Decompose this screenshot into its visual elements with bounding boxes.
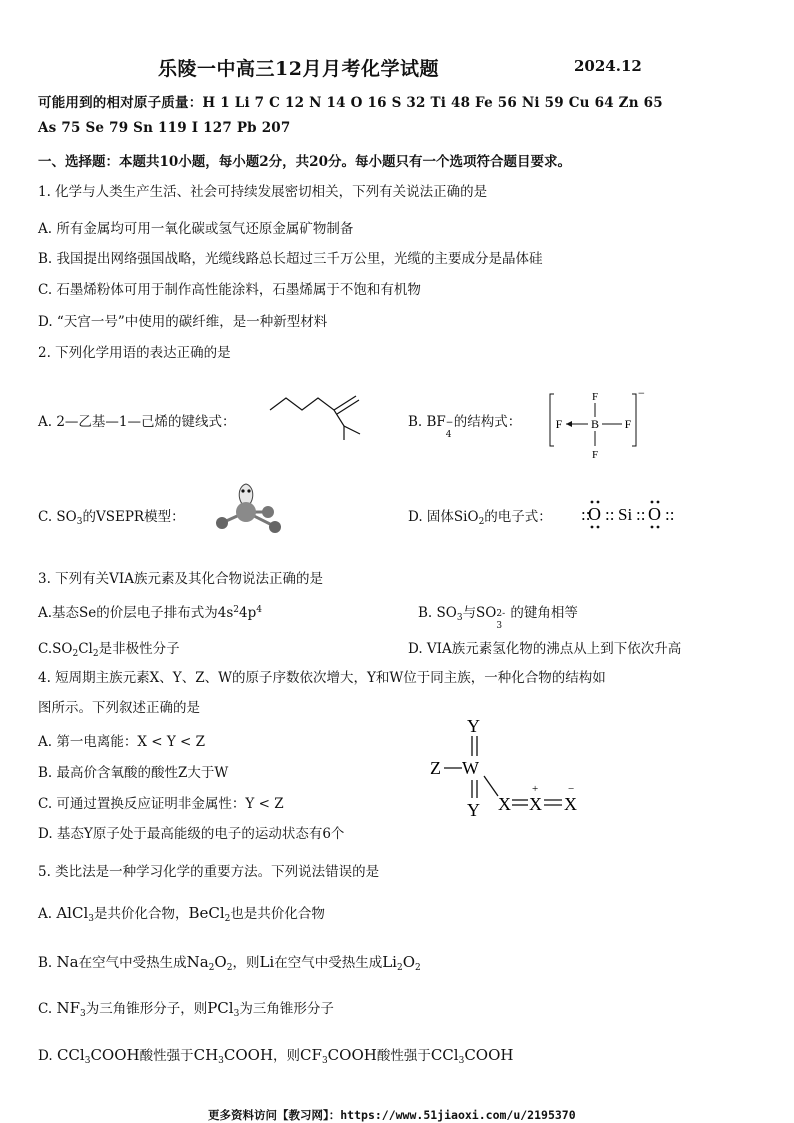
q5-d-text3: 酸性强于 xyxy=(376,1048,431,1064)
q5-b-text2: ，则 xyxy=(232,955,260,971)
fig-z: Z xyxy=(430,758,441,778)
q4-option-b: B. 最高价含氧酸的酸性Z大于W xyxy=(38,765,229,781)
q2-d-text: 的电子式： xyxy=(484,509,552,525)
q3-c-text: 是非极性分子 xyxy=(98,641,180,657)
q3-option-a xyxy=(38,601,262,621)
q5-d-text2: ，则 xyxy=(273,1048,301,1064)
q5-d-sub1: 3 xyxy=(84,1056,91,1066)
q3-option-b xyxy=(418,601,578,631)
sio2-pair-1: :: xyxy=(605,505,615,524)
bf4-f-right: F xyxy=(624,417,632,431)
q5-stem: 5. 类比法是一种学习化学的重要方法。下列说法错误的是 xyxy=(38,864,380,880)
q5-a-text1: 是共价化合物， xyxy=(93,906,189,922)
q5-c-text2: 为三角锥形分子 xyxy=(239,1001,334,1017)
q2-stem: 2. 下列化学用语的表达正确的是 xyxy=(38,345,231,361)
q5-c-sub2: 3 xyxy=(233,1009,240,1019)
q5-d-sub3: 3 xyxy=(321,1056,328,1066)
q3-a-p-exp: 4 xyxy=(256,605,262,615)
q2-option-c xyxy=(38,505,185,527)
q3-c-sub2: 2 xyxy=(92,649,99,659)
q5-d-ch: CH xyxy=(193,1046,219,1064)
q2-option-d xyxy=(408,505,552,527)
q5-c-nf: NF xyxy=(56,999,80,1017)
q4-stem-line2: 图所示。下列叙述正确的是 xyxy=(38,700,200,716)
exam-date: 2024.12 xyxy=(574,57,642,75)
q5-b-sub2: 2 xyxy=(226,963,233,973)
bf4-f-bottom: F xyxy=(591,449,599,460)
q5-d-sub2: 3 xyxy=(218,1056,224,1066)
q5-a-alcl: AlCl xyxy=(56,904,89,922)
q5-d-cooh1: COOH xyxy=(90,1046,140,1064)
bf4-f-left: F xyxy=(555,417,563,431)
atomic-masses-line2: As 75 Se 79 Sn 119 I 127 Pb 207 xyxy=(38,120,291,136)
bf4-charge: − xyxy=(638,388,645,400)
q5-b-na2o2: Na xyxy=(186,953,209,971)
q3-c-sub1: 2 xyxy=(72,649,79,659)
q5-option-b xyxy=(38,951,421,973)
sio2-pair-left: :: xyxy=(581,505,591,524)
footer-link[interactable]: 更多资料访问【教习网】：https://www.51jiaoxi.com/u/2195370 xyxy=(208,1108,576,1122)
sio2-o-left: O xyxy=(588,504,601,524)
q1-option-c: C. 石墨烯粉体可用于制作高性能涂料，石墨烯属于不饱和有机物 xyxy=(38,282,421,298)
q5-a-text2: 也是共价化合物 xyxy=(230,906,325,922)
q2-b-formula: B. BF xyxy=(408,414,446,430)
fig-w: W xyxy=(462,758,479,778)
sio2-pair-right: :: xyxy=(665,505,675,524)
q3-option-c xyxy=(38,637,180,659)
sio2-o-right: O xyxy=(648,504,661,524)
sio2-pair-2: :: xyxy=(636,505,646,524)
q3-a-text: A.基态Se的价层电子排布式为4s xyxy=(38,605,234,621)
q3-b-formula2: 与SO xyxy=(462,605,497,621)
q4-option-d: D. 基态Y原子处于最高能级的电子的运动状态有6个 xyxy=(38,826,345,842)
fig-minus: − xyxy=(568,783,575,795)
q5-b-li: Li xyxy=(259,953,275,971)
q2-c-formula: C. SO xyxy=(38,509,77,525)
q5-d-ccl: CCl xyxy=(56,1046,85,1064)
q3-b-sub2: 3 xyxy=(496,621,503,631)
q5-b-label: B. xyxy=(38,955,57,971)
q5-d-ccl2: CCl xyxy=(430,1046,459,1064)
q5-d-label: D. xyxy=(38,1048,57,1064)
bf4-f-top: F xyxy=(591,391,599,403)
q2-c-subscript: 3 xyxy=(76,517,83,527)
sio2-electron-formula xyxy=(578,497,684,531)
q4-structure-figure xyxy=(424,712,604,824)
q1-option-d: D. “天宫一号”中使用的碳纤维，是一种新型材料 xyxy=(38,314,328,330)
q4-option-c: C. 可通过置换反应证明非金属性：Y < Z xyxy=(38,796,284,812)
q3-option-d: D. VIA族元素氢化物的沸点从上到下依次升高 xyxy=(408,641,682,657)
skeletal-formula-2-ethyl-1-hexene xyxy=(268,388,364,442)
bf4-b-center: B xyxy=(590,417,600,431)
q5-b-sub4: 2 xyxy=(415,963,421,973)
q3-b-formula1: B. SO xyxy=(418,605,457,621)
q3-stem: 3. 下列有关VIA族元素及其化合物说法正确的是 xyxy=(38,571,324,587)
q5-option-a xyxy=(38,902,325,924)
section-heading: 一、选择题：本题共10小题，每小题2分，共20分。每小题只有一个选项符合题目要求。 xyxy=(38,154,571,170)
q1-option-a: A. 所有金属均可用一氧化碳或氢气还原金属矿物制备 xyxy=(38,221,354,237)
q5-d-text1: 酸性强于 xyxy=(139,1048,194,1064)
q2-b-charge: − xyxy=(445,418,454,428)
q5-d-cf: CF xyxy=(300,1046,322,1064)
fig-y-top: Y xyxy=(467,716,480,736)
q3-a-p: 4p xyxy=(239,605,257,621)
q2-d-formula: D. 固体SiO xyxy=(408,509,479,525)
q5-c-label: C. xyxy=(38,1001,57,1017)
q5-b-sub1: 2 xyxy=(208,963,215,973)
q5-d-sub4: 3 xyxy=(458,1056,465,1066)
q4-stem-line1: 4. 短周期主族元素X、Y、Z、W的原子序数依次增大，Y和W位于同主族，一种化合物的结构如 xyxy=(38,670,606,686)
q2-b-text: 的结构式： xyxy=(453,414,522,430)
q3-b-text: 的键角相等 xyxy=(510,605,578,621)
fig-x-right: X xyxy=(564,794,577,814)
q5-d-cooh2: COOH xyxy=(223,1046,274,1064)
so3-vsepr-model xyxy=(208,478,288,540)
q5-a-label: A. xyxy=(38,906,57,922)
q5-a-sub: 3 xyxy=(88,914,94,924)
q5-b-text1: 在空气中受热生成 xyxy=(78,955,187,971)
atomic-masses-line1: 可能用到的相对原子质量：H 1 Li 7 C 12 N 14 O 16 S 32 Ti 48 Fe 56 Ni 59 Cu 64 Zn 65 xyxy=(38,95,663,111)
q5-d-cooh4: COOH xyxy=(464,1046,514,1064)
fig-x-left: X xyxy=(498,794,511,814)
q5-b-text3: 在空气中受热生成 xyxy=(274,955,383,971)
q5-a-becl: BeCl xyxy=(188,904,225,922)
q5-option-c xyxy=(38,997,334,1019)
q3-b-sub1: 3 xyxy=(456,613,463,623)
q3-c-formula: C.SO xyxy=(38,641,73,657)
q5-b-na: Na xyxy=(56,953,79,971)
q2-option-a: A. 2—乙基—1—己烯的键线式： xyxy=(38,414,236,430)
q5-c-text1: 为三角锥形分子，则 xyxy=(85,1001,208,1017)
q2-c-text: 的VSEPR模型： xyxy=(82,509,185,525)
q4-option-a: A. 第一电离能：X < Y < Z xyxy=(38,734,206,750)
q5-option-d xyxy=(38,1044,513,1066)
q5-a-sub2: 2 xyxy=(224,914,231,924)
q5-b-o: O xyxy=(214,953,227,971)
q2-option-b xyxy=(408,410,522,440)
q1-option-b: B. 我国提出网络强国战略，光缆线路总长超过三千万公里，光缆的主要成分是晶体硅 xyxy=(38,251,543,267)
q5-c-pcl: PCl xyxy=(207,999,234,1017)
sio2-si: Si xyxy=(618,505,633,524)
q5-b-sub3: 2 xyxy=(396,963,403,973)
fig-y-bottom: Y xyxy=(467,800,480,820)
q3-c-cl: Cl xyxy=(78,641,93,657)
q5-c-sub1: 3 xyxy=(79,1009,86,1019)
q1-stem: 1. 化学与人类生产生活、社会可持续发展密切相关，下列有关说法正确的是 xyxy=(38,184,488,200)
page-title: 乐陵一中高三12月月考化学试题 xyxy=(158,58,439,80)
fig-plus: + xyxy=(532,783,539,795)
q3-a-s-exp: 2 xyxy=(233,605,240,615)
q5-b-li2o2: Li xyxy=(382,953,397,971)
fig-x-mid: X xyxy=(529,794,542,814)
bf4-structure xyxy=(546,388,656,460)
q5-d-cooh3: COOH xyxy=(327,1046,377,1064)
q2-d-subscript: 2 xyxy=(478,517,485,527)
q3-b-charge: 2- xyxy=(496,609,506,619)
q5-b-lo: O xyxy=(402,953,416,971)
q2-b-subscript: 4 xyxy=(445,430,452,440)
